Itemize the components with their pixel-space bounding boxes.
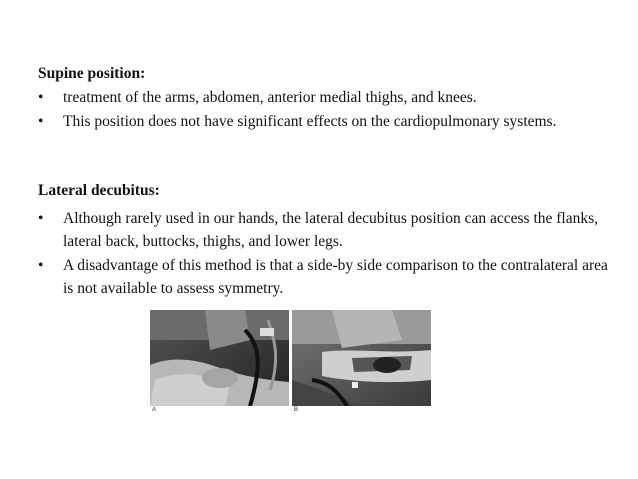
bullet-text: Although rarely used in our hands, the lateral decubitus position can access the flanks, lateral back, buttocks, thighs, and lower legs. [63,210,599,250]
bullet-dot: • [38,210,44,227]
figure-photos [150,310,431,418]
photo-liposuction-lateral-icon [292,310,431,406]
bullet-text: treatment of the arms, abdomen, anterior medial thighs, and knees. [63,89,477,106]
panel-label-b: B [294,407,299,413]
photo-panel-a [150,310,289,406]
bullet-dot: • [38,89,44,106]
panel-label-a: A [152,407,157,413]
bullet-dot: • [38,113,44,130]
bullet-supine-1 [38,86,608,109]
bullet-lateral-2 [38,254,608,300]
photo-liposuction-supine-icon [150,310,289,406]
bullet-text: A disadvantage of this method is that a side-by side comparison to the contralateral area is not available to assess symmetry. [63,257,608,297]
section-heading-supine: Supine position: [38,65,146,82]
section-heading-lateral: Lateral decubitus: [38,182,160,199]
bullet-supine-2 [38,110,608,133]
bullet-lateral-1 [38,207,608,253]
bullet-dot: • [38,257,44,274]
bullet-text: This position does not have significant effects on the cardiopulmonary systems. [63,113,557,130]
photo-panel-b [292,310,431,406]
